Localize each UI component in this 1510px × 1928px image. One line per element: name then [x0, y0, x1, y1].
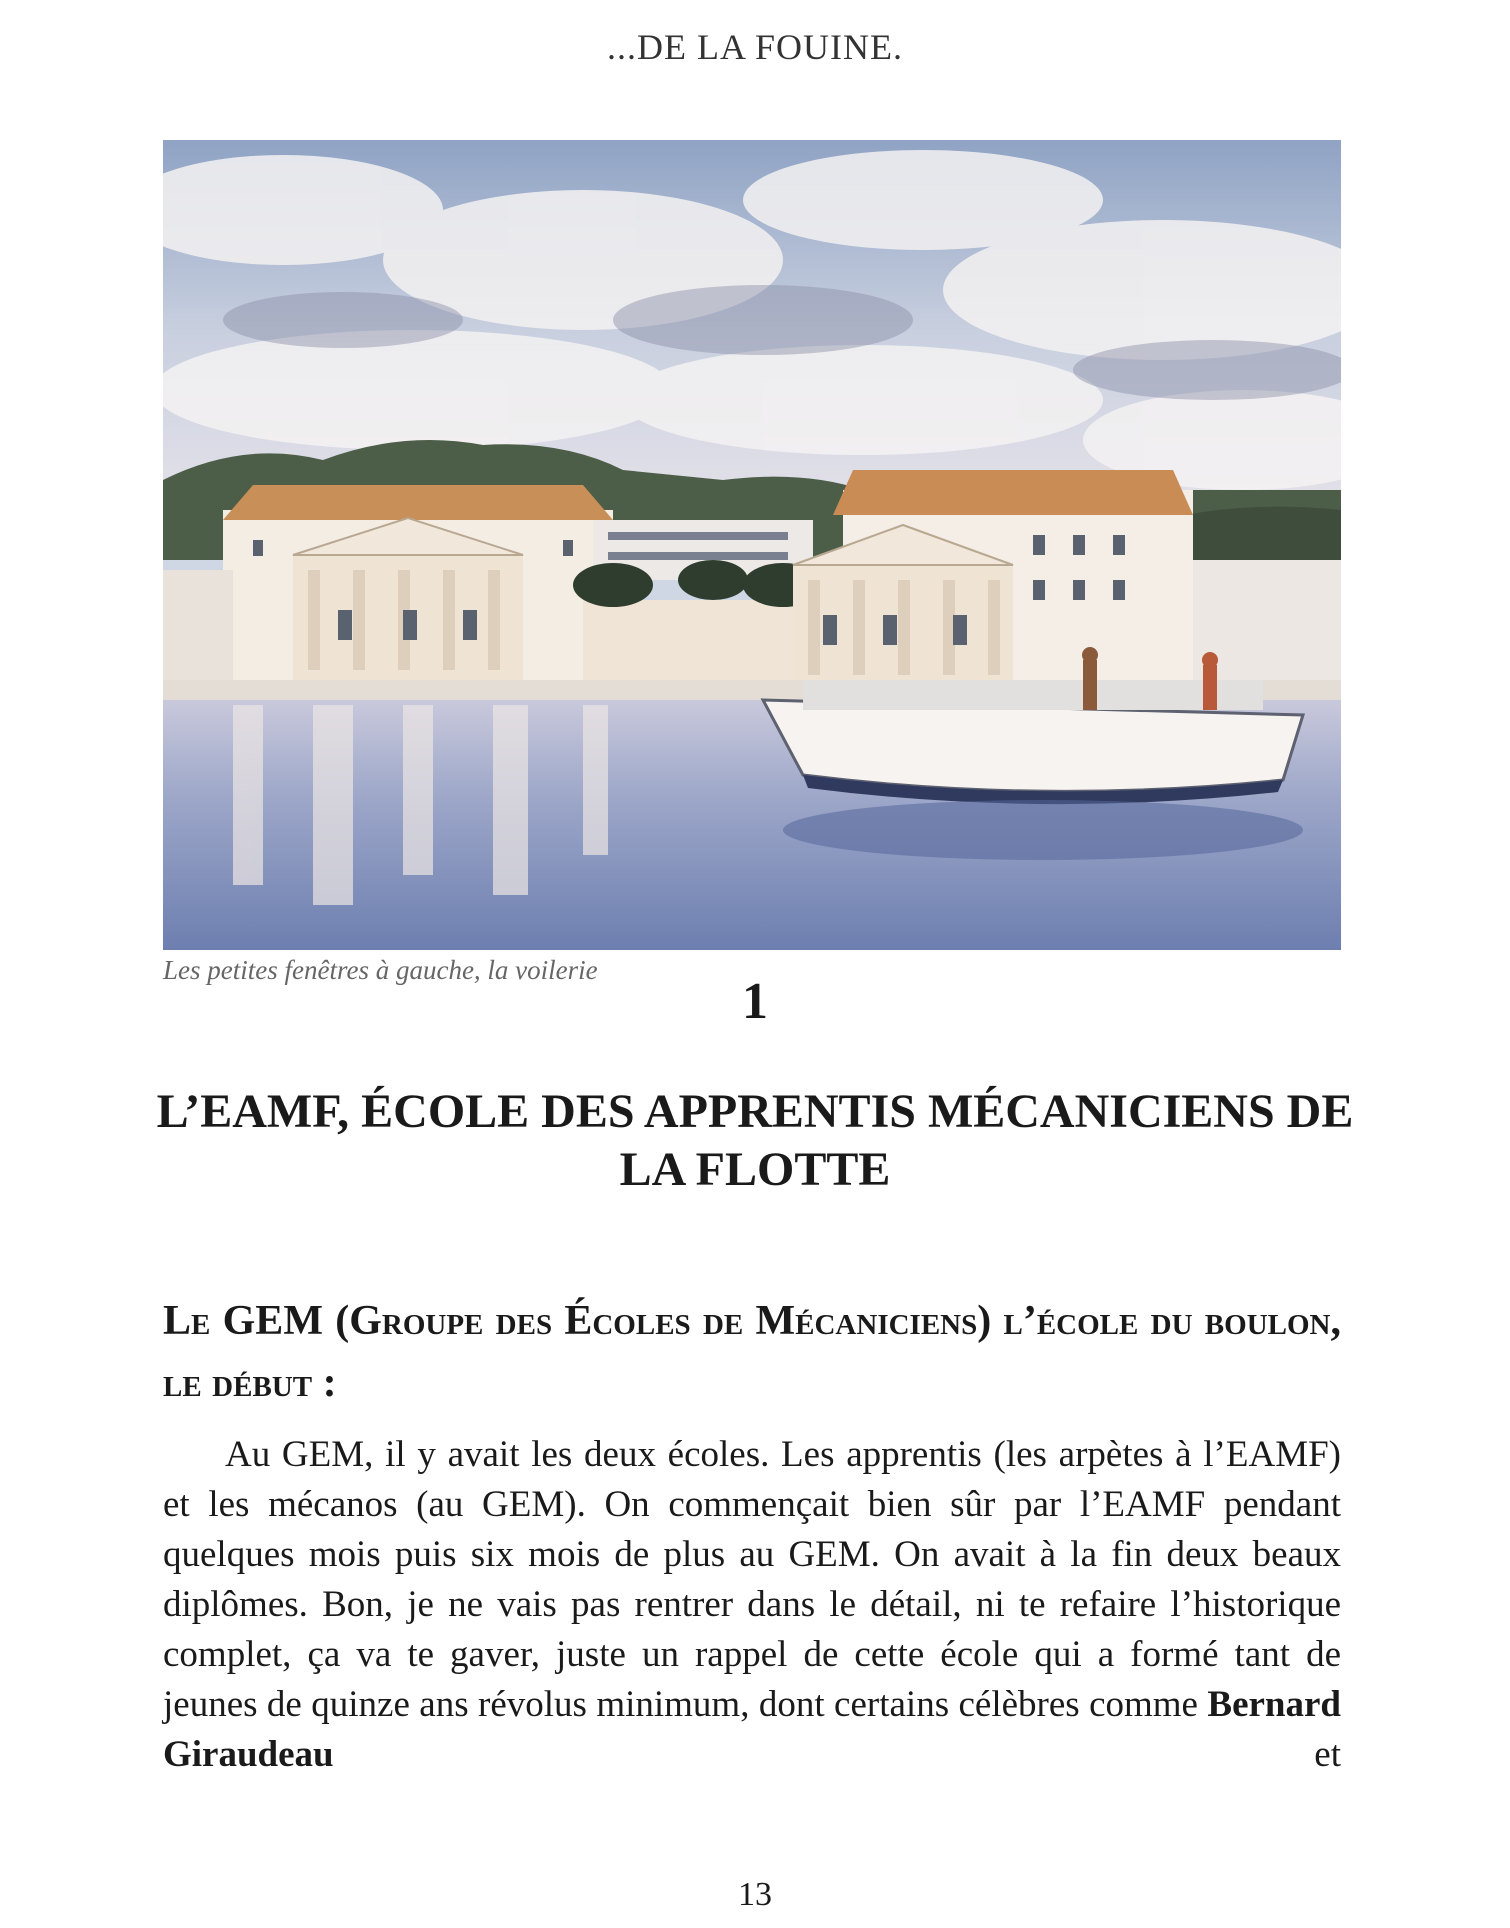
- paragraph-text: Au GEM, il y avait les deux écoles. Les apprentis (les arpètes à l’EAMF) et les mécanos (au GEM). On commençait bien sûr par l’EAMF pendant quelques mois puis six mois de plus au GEM. On avait à la fin deux beaux diplômes. Bon, je ne vais pas rentrer dans le détail, ni te refaire l’historique complet, ça va te gaver, juste un rappel de cette école qui a formé tant de jeunes de quinze ans révolus minimum, dont certains célèbres comme: [163, 1434, 1341, 1725]
- page-number: 13: [738, 1876, 772, 1913]
- watercolor-illustration: [163, 140, 1341, 950]
- running-head: ...DE LA FOUINE.: [607, 27, 903, 67]
- chapter-title: L’EAMF, ÉCOLE DES APPRENTIS MÉCANICIENS DE LA FLOTTE: [156, 1085, 1354, 1196]
- bold-name: Bernard Giraudeau: [163, 1684, 1341, 1775]
- body-paragraph: [163, 1430, 1341, 1780]
- chapter-number: 1: [742, 973, 768, 1030]
- figure-caption: Les petites fenêtres à gauche, la voilerie: [163, 955, 598, 985]
- paragraph-text-end: et: [333, 1734, 1341, 1775]
- section-title: Le GEM (Groupe des Écoles de Mécaniciens) l’école du boulon, le début :: [163, 1298, 1341, 1406]
